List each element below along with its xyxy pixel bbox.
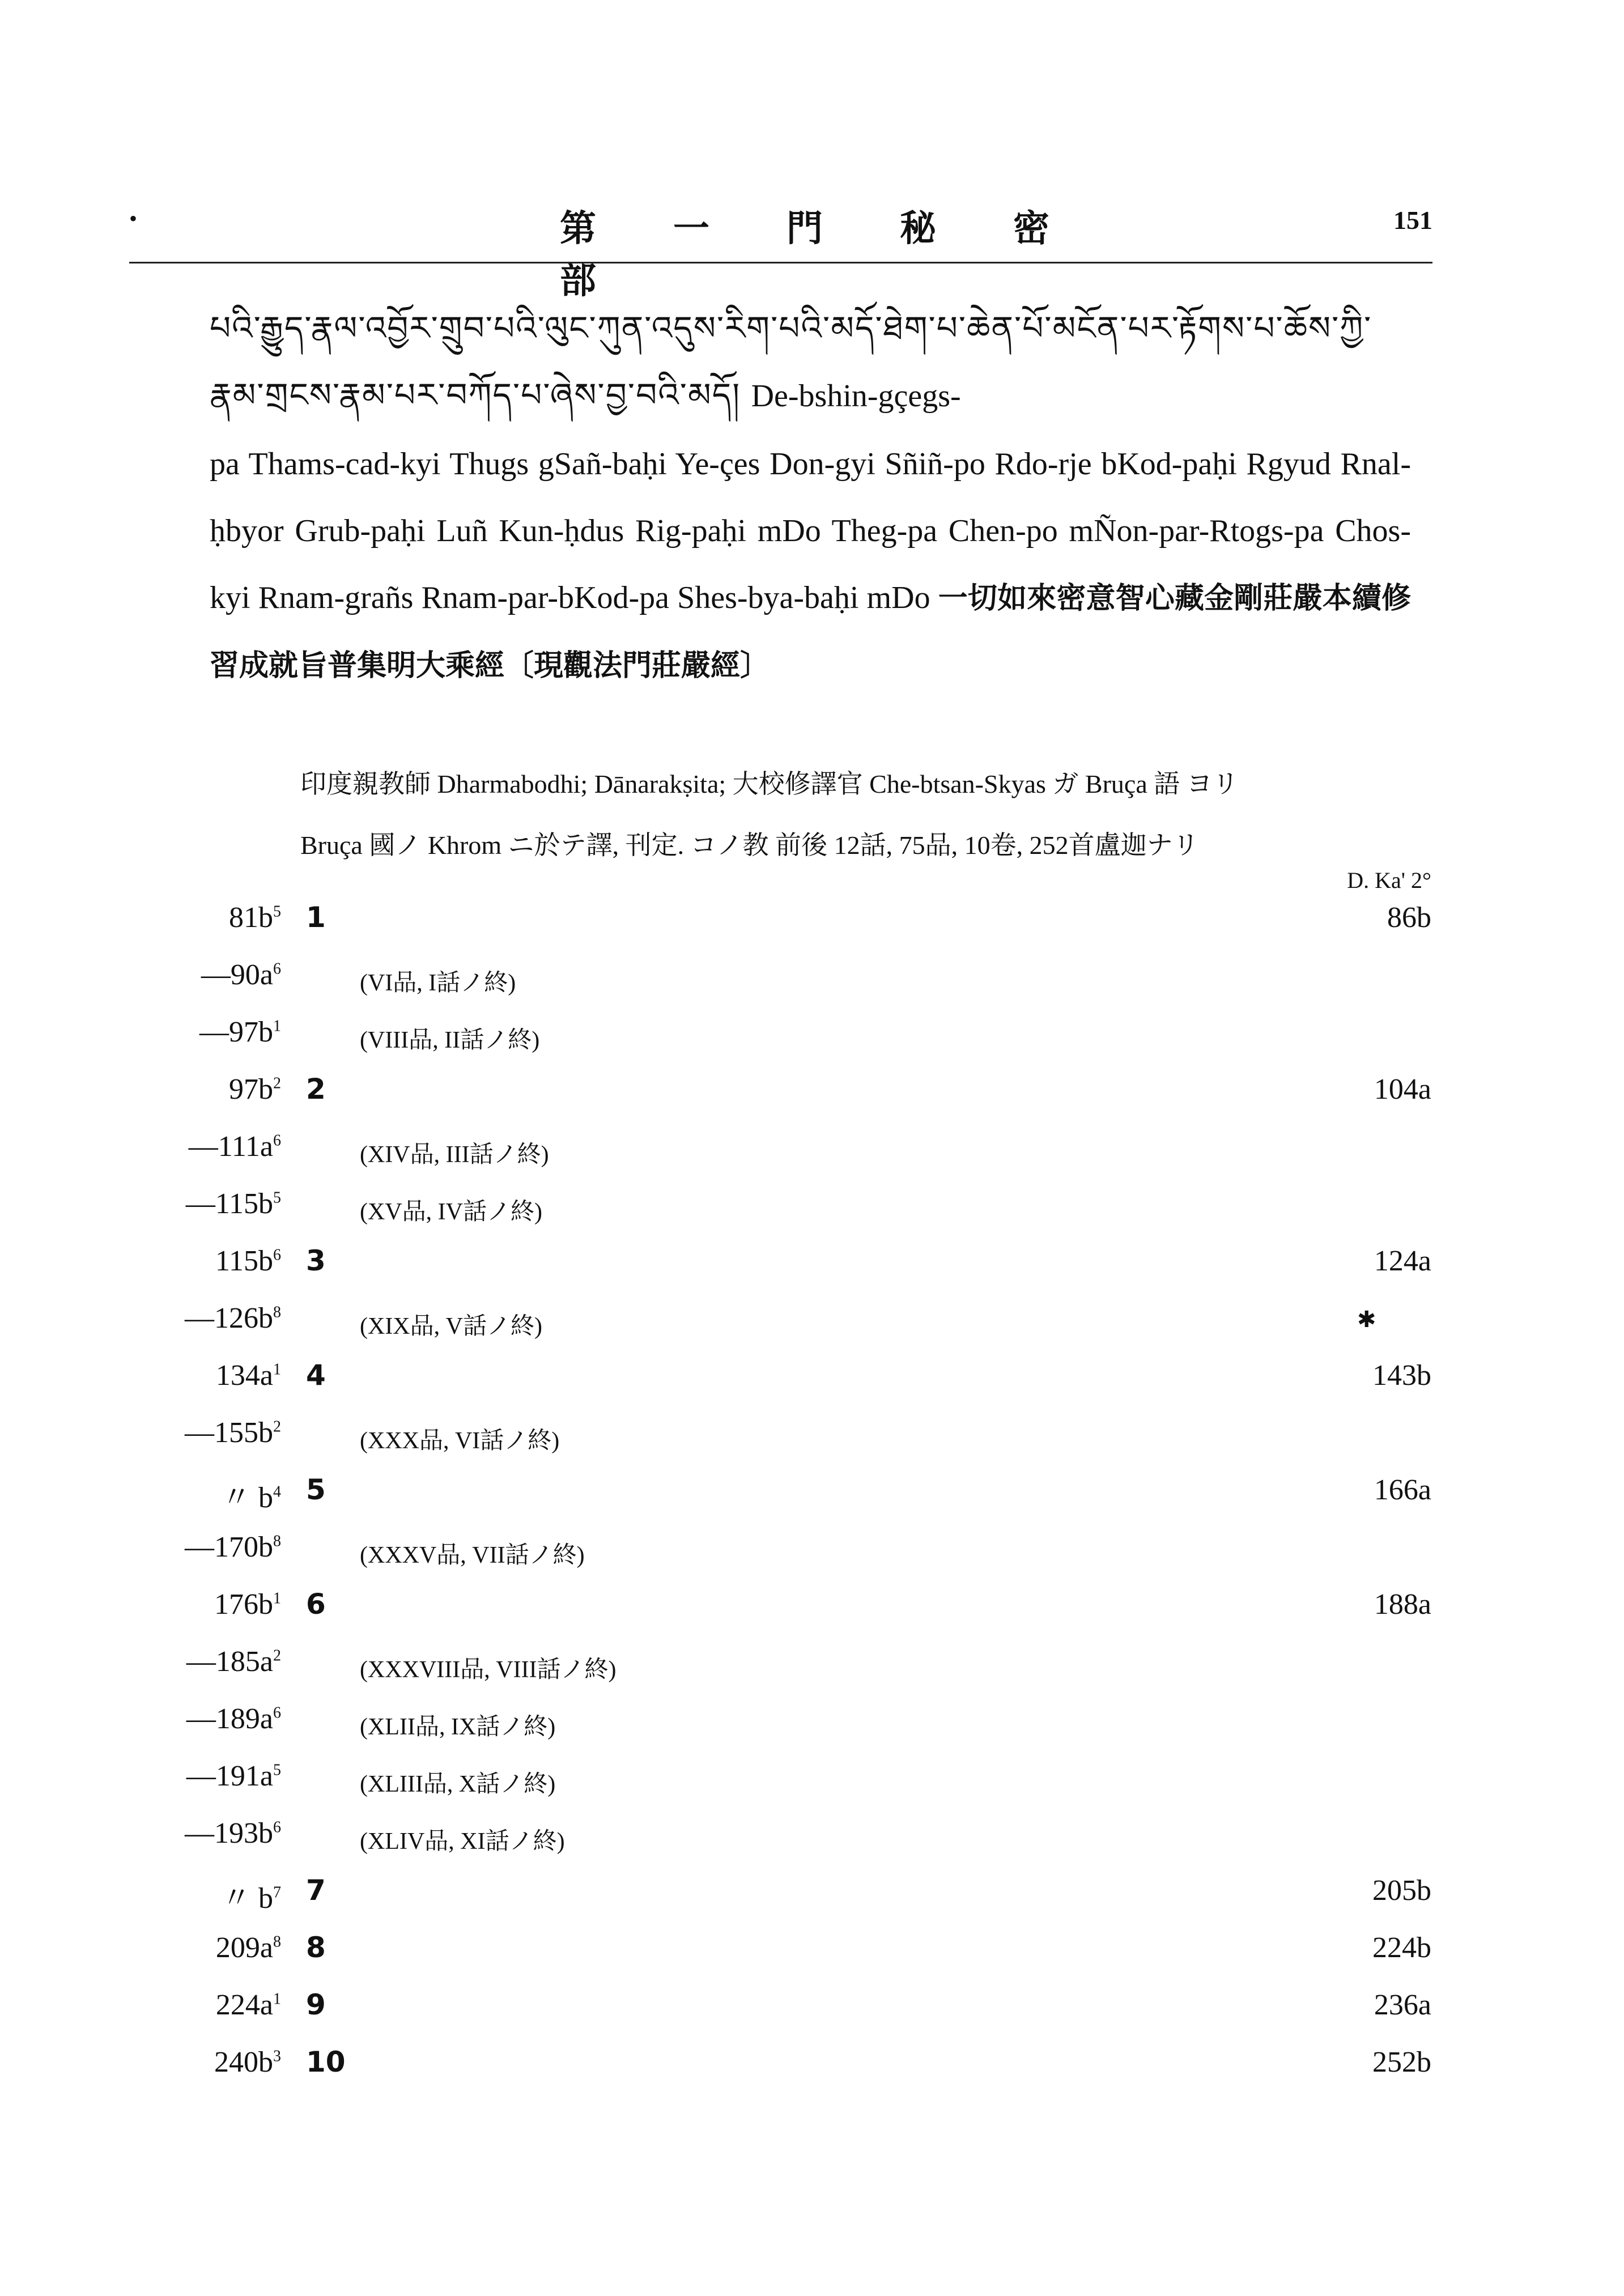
line-number: 6 [273, 1704, 281, 1722]
chapter-note: (VI品, I話ノ終) [360, 970, 516, 996]
line-number: 8 [273, 1933, 281, 1951]
line-number: 6 [273, 1132, 281, 1150]
folio-start-text: —115b [185, 1188, 273, 1220]
folio-start [201, 958, 281, 992]
folio-start-text: —155b [185, 1417, 273, 1449]
folio-start-text: —170b [185, 1531, 273, 1563]
folio-end: 188a [1374, 1588, 1431, 1621]
folio-start [214, 1588, 281, 1621]
wylie-title-start: De-bshin-gçegs- [751, 379, 961, 414]
line-number: 5 [273, 903, 281, 921]
folio-start-text: —191a [186, 1760, 273, 1792]
tibetan-title: པའི་རྒྱུད་རྣལ་འབྱོར་གྲུབ་པའི་ལུང་ཀུན་འདུས་རིག་པའི་མདོ་ཐེག་པ་ཆེན་པོ་མངོན་པར་རྟོགས་པ་ཆོས་ཀྱི་རྣམ་གྲངས་རྣམ་པར་བཀོད་པ་ཞེས་བྱ་བའི་མདོ། [210, 309, 1372, 414]
star-mark: ✱ [1357, 1307, 1376, 1332]
volume-number: 7 [306, 1874, 326, 1907]
table-row [0, 1931, 1624, 1976]
folio-start [185, 1416, 281, 1449]
table-row [0, 1988, 1624, 2034]
folio-start-text: —185a [186, 1646, 273, 1678]
line-number: 6 [273, 960, 281, 978]
table-row [0, 1359, 1624, 1404]
table-row [0, 1416, 1624, 1461]
folio-end: 143b [1372, 1359, 1431, 1392]
chapter-note: (XXX品, VI話ノ終) [360, 1428, 560, 1454]
volume-number: 5 [306, 1473, 326, 1506]
folio-start-text: 176b [214, 1588, 273, 1621]
folio-start-text: 〃 b [221, 1482, 273, 1514]
page-number: 151 [1393, 206, 1432, 235]
volume-number: 2 [306, 1073, 326, 1106]
chapter-note: (XXXVIII品, VIII話ノ終) [360, 1657, 617, 1683]
line-number: 8 [273, 1303, 281, 1321]
volume-number: 10 [306, 2046, 346, 2078]
folio-start-text: 209a [215, 1932, 273, 1964]
table-row [0, 1530, 1624, 1576]
folio-end: 236a [1374, 1989, 1431, 2021]
folio-start [186, 1645, 281, 1678]
volume-number: 3 [306, 1244, 326, 1277]
chinese-title: 一切如來密意智心藏金剛莊嚴本續修習成就旨普集明大乘經〔現觀法門莊嚴經〕 [210, 581, 1411, 683]
translators-line: 印度親教師 Dharmabodhi; Dānarakṣita; 大校修譯官 Che-btsan-Skyas ガ Bruça 語 ヨリ [300, 769, 1239, 798]
folio-start [214, 2046, 281, 2079]
line-number: 2 [273, 1647, 281, 1665]
line-number: 1 [273, 1017, 281, 1035]
folio-start [186, 1759, 281, 1793]
folio-start [216, 1359, 281, 1392]
table-row [0, 901, 1624, 946]
line-number: 6 [273, 1818, 281, 1836]
line-number: 5 [273, 1761, 281, 1779]
table-row [0, 1645, 1624, 1690]
table-row [0, 1874, 1624, 1919]
folio-start [185, 1817, 281, 1850]
folio-start [215, 1244, 281, 1278]
folio-start [229, 901, 281, 934]
table-row [0, 1244, 1624, 1290]
folio-start-text: 134a [215, 1359, 273, 1392]
table-row [0, 2046, 1624, 2091]
table-row [0, 1187, 1624, 1232]
chapter-note: (XLIV品, XI話ノ終) [360, 1829, 565, 1855]
running-header [129, 199, 1432, 301]
chapter-note: (VIII品, II話ノ終) [360, 1027, 540, 1053]
line-number: 6 [273, 1246, 281, 1264]
folio-start-text: —189a [186, 1703, 273, 1735]
folio-end: 166a [1374, 1474, 1431, 1506]
derge-reference: D. Ka' 2° [1347, 868, 1431, 893]
transliteration-paragraph [210, 431, 1411, 699]
line-number: 1 [273, 1990, 281, 2008]
line-number: 4 [273, 1483, 281, 1501]
header-rule [129, 262, 1432, 263]
folio-start-text: —111a [188, 1130, 273, 1163]
line-number: 2 [273, 1074, 281, 1092]
folio-start [222, 1473, 281, 1516]
line-number: 8 [273, 1532, 281, 1550]
table-row [0, 1759, 1624, 1805]
line-number: 1 [273, 1360, 281, 1379]
table-row [0, 1302, 1624, 1347]
folio-start [199, 1015, 281, 1049]
volume-number: 6 [306, 1588, 326, 1621]
table-row [0, 1817, 1624, 1862]
folio-end: 252b [1372, 2046, 1431, 2078]
line-number: 7 [273, 1883, 281, 1902]
table-row [0, 1130, 1624, 1175]
folio-end: 86b [1387, 902, 1431, 934]
chapter-note: (XLII品, IX話ノ終) [360, 1714, 556, 1740]
folio-end: 205b [1372, 1874, 1431, 1907]
folio-start-text: 〃 b [221, 1882, 273, 1915]
volume-number: 1 [306, 901, 326, 934]
folio-start-text: —97b [199, 1016, 273, 1048]
folio-start [185, 1302, 281, 1335]
table-row [0, 1702, 1624, 1747]
folio-end: 124a [1374, 1245, 1431, 1277]
tibetan-title-block [210, 295, 1411, 430]
table-row [0, 1015, 1624, 1061]
folio-start [186, 1187, 281, 1221]
chapter-note: (XXXV品, VII話ノ終) [360, 1542, 585, 1568]
volume-number: 9 [306, 1988, 326, 2021]
table-row [0, 1473, 1624, 1519]
chapter-note: (XIX品, V話ノ終) [360, 1313, 542, 1340]
folio-start-text: 240b [214, 2046, 273, 2078]
folio-start [189, 1130, 281, 1163]
volume-number: 4 [306, 1359, 326, 1392]
chapter-note: (XLIII品, X話ノ終) [360, 1771, 556, 1797]
section-title: 第 一 門 秘 密 部 [560, 209, 1083, 301]
line-number: 5 [273, 1189, 281, 1207]
line-number: 3 [273, 2047, 281, 2065]
wylie-title-rest: pa Thams-cad-kyi Thugs gSañ-baḥi Ye-çes Don-gyi Sñiñ-po Rdo-rje bKod-paḥi Rgyud Rnal-ḥbyor Grub-paḥi Luñ Kun-ḥdus Rig-paḥi mDo Theg-pa Chen-po mÑon-par-Rtogs-pa Chos-kyi Rnam-grañs Rnam-par-bKod-pa Shes-bya-baḥi mDo [210, 447, 1411, 615]
folio-start-text: —126b [185, 1302, 273, 1334]
folio-end: 104a [1374, 1073, 1431, 1106]
chapter-note: (XV品, IV話ノ終) [360, 1199, 542, 1225]
line-number: 1 [273, 1589, 281, 1608]
details-line: Bruça 國ノ Khrom ニ於テ譯, 刊定. コノ教 前後 12話, 75品, 10卷, 252首盧迦ナリ [300, 831, 1199, 860]
folio-start [216, 1931, 281, 1965]
header-bullet: • [129, 206, 138, 231]
line-number: 2 [273, 1418, 281, 1436]
folio-start [216, 1988, 281, 2022]
folio-start-text: 224a [215, 1989, 273, 2021]
folio-start [186, 1702, 281, 1736]
folio-start-text: 81b [229, 902, 273, 934]
chapter-note: (XIV品, III話ノ終) [360, 1142, 549, 1168]
folio-start-text: —193b [185, 1817, 273, 1849]
folio-start-text: 115b [215, 1245, 273, 1277]
table-row [0, 1073, 1624, 1118]
table-row [0, 958, 1624, 1004]
folio-start [222, 1874, 281, 1916]
folio-end: 224b [1372, 1932, 1431, 1964]
folio-start [185, 1530, 281, 1564]
folio-start [229, 1073, 281, 1106]
translator-notes [300, 754, 1428, 876]
folio-start-text: 97b [229, 1073, 273, 1106]
volume-number: 8 [306, 1931, 326, 1964]
table-row [0, 1588, 1624, 1633]
folio-start-text: —90a [201, 959, 273, 991]
